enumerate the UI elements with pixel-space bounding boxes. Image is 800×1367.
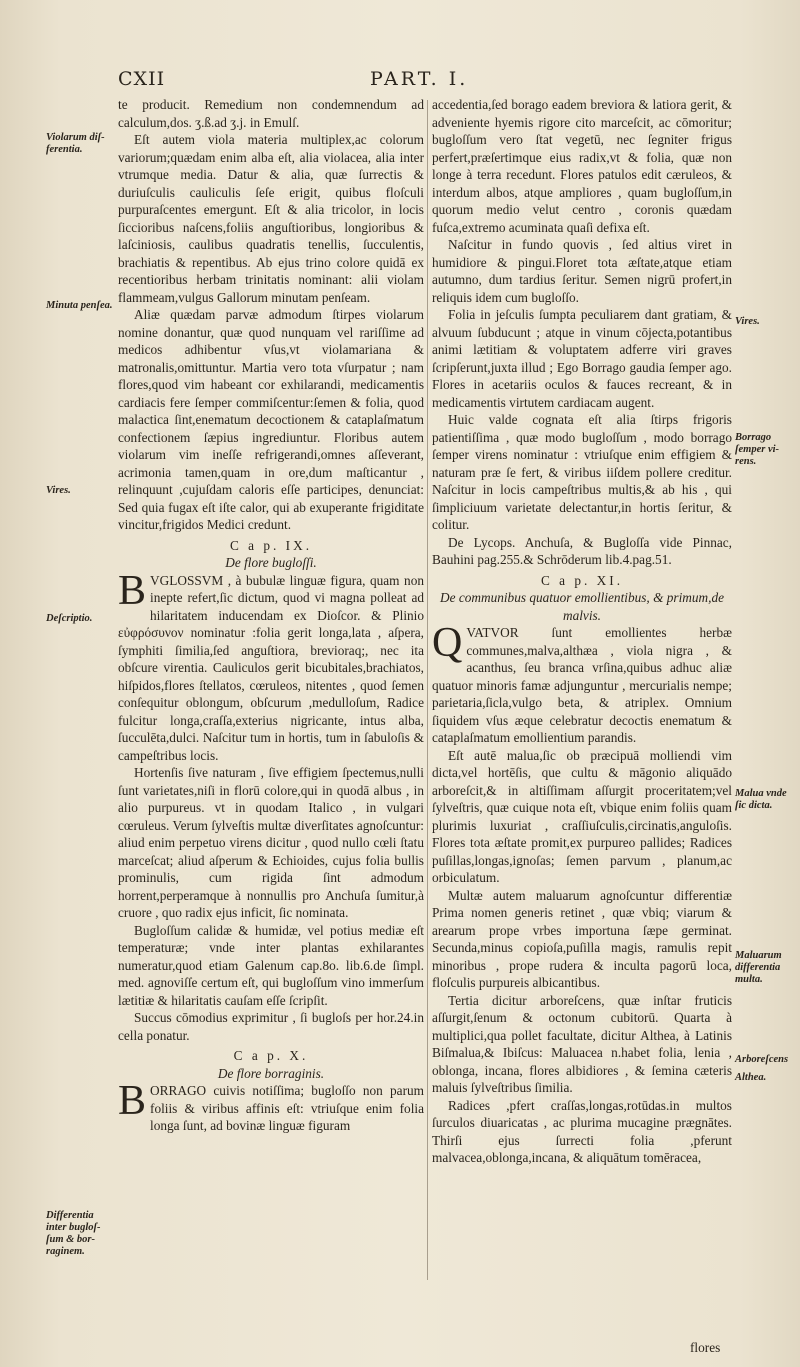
chapter-heading: C a p. XI.	[540, 572, 624, 588]
chapter-title: De flore bugloſſi.	[225, 555, 317, 570]
margin-note-borrago: Borrago ſemper vi- rens.	[735, 432, 780, 467]
paragraph: Succus cōmodius exprimitur , ſi bugloſs per hor.24.in cella ponatur.	[118, 1010, 424, 1043]
drop-capital: B	[118, 567, 147, 614]
margin-note-maluarum: Maluarum differentia multa.	[735, 950, 782, 985]
margin-note-minuta: Minuta penſea.	[46, 300, 113, 311]
margin-note-violarum: Violarum diſ- ferentia.	[46, 132, 105, 155]
margin-note-vires: Vires.	[46, 485, 71, 496]
paragraph: accedentia,ſed borago eadem breviora & latiora gerit, & adveniente hyemis rigore cito marceſcit, ac cōmoritur; bugloſſum vero ſtat vegetū, nec ſegniter frigus perfert,præſertimque eius radix,vt & folia, quæ non longe à terra recedunt. Flores patulos edit cæruleos, & interdum albos, atque ampliores , quam bugloſſum,in quorum medio velut centro , coronis quædam fuſca,extremo acuminata quaſi defixa eſt.	[432, 97, 732, 235]
paragraph: Radices ,pfert craſſas,longas,rotūdas.in multos ſurculos diuaricatas , ac plurima mucagine prægnātes. Thirſi ejus ſurrecti folia ,pferunt malvacea,oblonga,incana, & aliquātum tomēracea,	[432, 1097, 732, 1165]
paragraph: Aliæ quædam parvæ admodum ſtirpes violarum nomine donantur, quæ quod nunquam vel rariſſime ad medicos adhibentur vſus,vt violamariana & matronalis,omittuntur. Martia vero tota vſurpatur ; nam flores,quod vim habeant cor exhilarandi, medicamentis cardiacis fere ſemper commiſcentur:ſemen & folia, quod malactica ſint,enematum decoctionem & cataplaſmatum confectionem ſæpius ingrediuntur. Floribus autem violarum vim ineſſe refrigerandi,omnes aſſeverant, acrimonia tamen,quam in ore,dum maſticantur , relinquunt ,cujuſdam caloris eſſe participes, denunciat: Sed quia fugax eſt iſte calor, qui ab exuperante frigiditate vincitur,frigidos Medici credunt.	[118, 307, 424, 532]
column-divider	[427, 100, 428, 1280]
paragraph: Eſt autem viola materia multiplex,ac colorum variorum;quædam enim alba eſt, alia violacea, alia inter vtrumque media. Datur & alia, quæ ſurrectis & duriuſculis cauliculis ſeſe erigit, quibus floſculi purpuraſcentes emergunt. Eſt & alia tricolor, in locis ſiccioribus naſcens,foliis anguſtioribus, longioribus & laſciniosis, caulibus quadratis tenellis, ſucculentis, brachiatis & repentibus. Ab ejus trino colore quidā ex recentioribus herbam trinitatis nominant: alii violam flammeam,vulgus Gallorum minutam penſeam.	[118, 132, 424, 305]
margin-note-descriptio: Deſcriptio.	[46, 613, 93, 624]
running-head: PART. I.	[370, 68, 469, 90]
paragraph: Bugloſſum calidæ & humidæ, vel potius mediæ eſt temperaturæ; vnde inter plantas exhilarantes numeratur,quod etiam Galenum cap.8o. lib.6.de ſimpl. med. agnoviſſe certum eſt, qui bugloſſum vino immerſum lætitiæ & hilaritatis cauſam eſſe ſcripſit.	[118, 922, 424, 1008]
chapter-title: De flore borraginis.	[217, 1065, 325, 1081]
paragraph: Multæ autem maluarum agnoſcuntur differentiæ Prima nomen generis retinet , quæ vbiq; viarum & arearum prope vrbes importuna ſæpe germinat. Secunda,minus copioſa,puſilla magis, ramulis repit minoribus , prope rudera & inculta pagorū loca, floſculis purpureis albicantibus.	[432, 887, 732, 990]
chapter-title: De communibus quatuor emollientibus, & primum,de malvis.	[439, 590, 724, 623]
paragraph	[118, 1078, 424, 1135]
margin-note-vires: Vires.	[735, 316, 760, 327]
paragraph: Hortenſis ſive naturam , ſive effigiem ſpectemus,nulli ſunt varietates,niſi in florū colore,qui in quodā albus , in alio purpureus. vt in quodam Italico , in vulgari cœruleus. Verum ſylveſtis multæ diverſitates agnoſcuntur: aliud enim perpetuo virens dicitur , quod nullo cœli ſtatu marceſcat; aliud aſperum & Echioides, cujus folia bullis prominulis, cum rigida ſint admodum horrent,perperamque à nonnullis pro Anchuſa ſumitur,à cruore , quo radix ejus inficit, ſic nominata.	[118, 765, 424, 920]
paragraph: te producit. Remedium non condemnendum ad calculum,dos. ʒ.ß.ad ʒ.j. in Emulſ.	[118, 97, 424, 130]
paragraph: Huic valde cognata eſt alia ſtirps frigoris patientiſſima , quæ modo bugloſſum , modo borrago ſemper virens nominatur : vtriuſque enim effigiem & naturam præ ſe fert, & viribus iiſdem pollere creditur. Naſcitur in locis campeſtribus multis,& ab his , qui ſimpliciuum varietate delectantur,in hortis ſeritur, & colitur.	[432, 412, 732, 532]
margin-note-malua: Malua vnde ſic dicta.	[735, 788, 787, 811]
chapter-heading: C a p. IX.	[229, 537, 313, 553]
margin-note-differentia: Differentia inter bugloſ- ſum & bor- raginem.	[46, 1210, 101, 1257]
chapter-heading: C a p. X.	[233, 1048, 309, 1063]
paragraph	[432, 620, 732, 747]
paragraph: Naſcitur in fundo quovis , ſed altius viret in humidiore & pingui.Floret tota æſtate,atque etiam autumno, dum tardius ſeritur. Semen nigrū profert,in reliquis idem cum bugloſſo.	[432, 237, 732, 305]
page-header	[118, 68, 730, 92]
drop-capital: B	[118, 1078, 147, 1124]
margin-note-althea: Althea.	[735, 1072, 767, 1083]
paragraph-text: VATVOR ſunt emollientes herbæ communes,malva,althæa , viola nigra , & acanthus, ſeu branca vrſina,quibus adhuc aliæ quatuor minoris famæ adjunguntur , mercurialis nempe; parietaria,ſicla,vulgo beta, & atriplex. Omnium ſiquidem vſus æque celebratur decoctis enematum & cataplaſmatum emollientium parandis.	[432, 625, 732, 745]
folio-number: CXII	[118, 68, 166, 90]
paragraph: Eſt autē malua,ſic ob præcipuā molliendi vim dicta,vel hortēſis, que cultu & māgonio aliquādo arboreſcit,& in altiſſimam aſſurgit proceritatem;vel ſylveſtris, quæ cuique nota eſt, vbique enim foliis quam plurimis luxuriat , craſſiuſculis,circinatis,anguloſis. Flores tota æſtate promit,ex purpureo pallides; Radices puſillas,longas,ignoſas; ſemen parvum , planum,ac orbiculatum.	[432, 747, 732, 885]
paragraph: Folia in jeſculis ſumpta peculiarem dant gratiam, & alvuum ſubducunt ; atque in vinum cōjecta,potantibus animi lætitiam & voluptatem adferre viri graves ſcripſerunt,juxta illud ; Ego Borrago gaudia ſemper ago. Flores in acetariis oculos & fauces recreant, & in medicamentis virtutem cardiacam augent.	[432, 307, 732, 410]
paragraph: Tertia dicitur arboreſcens, quæ inſtar fruticis aſſurgit,ſenum & octonum cubitorū. Quarta à multiplici,qua pollet facultate, dicitur Althea, à Latinis Biſmalua,& Ibiſcus: Maluacea n.habet folia, lenia , oblonga, incana, flores albidiores , & ſemina cæteris maluis ſylveſtribus ſimilia.	[432, 992, 732, 1095]
drop-capital: Q	[432, 620, 463, 666]
paragraph-text: ORRAGO cuivis notiſſima; bugloſſo non parum foliis & viribus affinis eſt: vtriuſque enim folia longa ſunt, ad bovinæ linguæ figuram	[150, 1083, 424, 1133]
right-column	[432, 96, 732, 1346]
paragraph-text: VGLOSSVM , à bubulæ linguæ figura, quam non inepte refert,ſic dictum, quod vi magna polleat ad hilaritatem inducendam ex Dioſcor. & Plinio εὐφρόσυνον nominatur :folia gerit longa,lata , aſpera, ſymphiti ſimilia,ſed anguſtiora, brevioraq;, nec ita obſcure virentia. Cauliculos gerit bicubitales,brachiatos, hiſpidos,flores ſtellatos, cœruleos, nitentes , quod ſemen conſequitur oblongum, obſcurum ,medulloſum, Radice fulcitur longa,craſſa,exterius nigricante, intus alba, ſucculēta,dulci. Naſcitur tum in hortis, tum in ſabuloſis & campeſtribus locis.	[118, 572, 424, 763]
left-column	[118, 96, 424, 1346]
paragraph	[118, 567, 424, 765]
margin-note-arborescens: Arboreſcens	[735, 1054, 789, 1065]
paragraph: De Lycops. Anchuſa, & Bugloſſa vide Pinnac, Bauhini pag.255.& Schrōderum lib.4.pag.51.	[432, 534, 732, 567]
catchword: flores	[690, 1340, 721, 1355]
